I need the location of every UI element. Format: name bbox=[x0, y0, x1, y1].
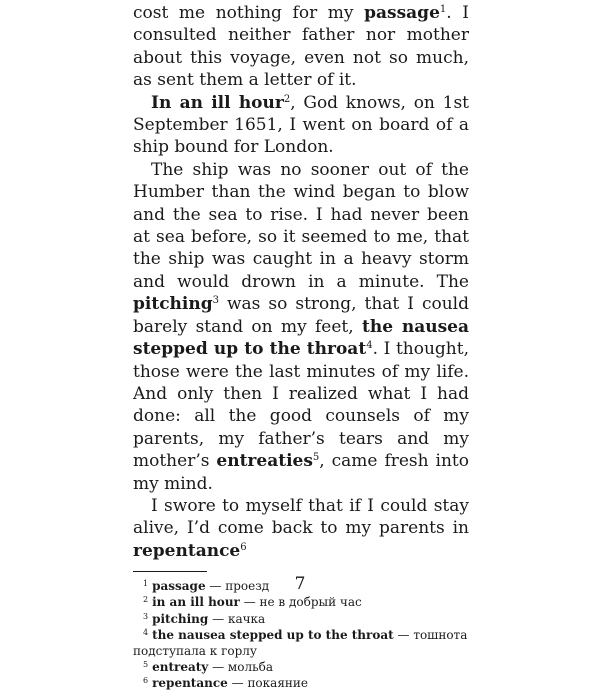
paragraph-1 bbox=[133, 2, 469, 92]
footnote-5 bbox=[133, 659, 469, 675]
footnote-ref-4: 4 bbox=[366, 340, 373, 352]
footnote-dash: — bbox=[227, 676, 248, 691]
footnote-number: 1 bbox=[143, 579, 149, 589]
footnote-dash: — bbox=[208, 660, 228, 675]
footnote-dash: — bbox=[208, 611, 228, 626]
footnote-term: the nausea stepped up to the throat bbox=[152, 627, 394, 642]
footnote-divider bbox=[133, 571, 207, 572]
footnote-number: 3 bbox=[143, 611, 149, 621]
footnote-dash: — bbox=[239, 595, 260, 610]
footnote-ref-6: 6 bbox=[240, 541, 247, 553]
footnote-6 bbox=[133, 675, 469, 691]
footnote-term: pitching bbox=[152, 611, 209, 626]
text-run: , came fresh into my mind. bbox=[133, 451, 469, 494]
glossed-term-pitching: pitching bbox=[133, 294, 213, 315]
text-run: was so strong, that I could barely stand on my feet, bbox=[133, 294, 469, 337]
footnote-term: repentance bbox=[152, 676, 228, 691]
footnote-term: passage bbox=[152, 579, 206, 594]
footnote-gloss: не в добрый час bbox=[259, 595, 362, 610]
footnote-4 bbox=[133, 627, 469, 659]
paragraph-2 bbox=[133, 92, 469, 159]
text-run: I swore to myself that if I could stay alive, I’d come back to my parents in bbox=[133, 495, 469, 539]
footnote-gloss: качка bbox=[227, 611, 266, 626]
footnote-ref-1: 1 bbox=[439, 4, 447, 15]
footnote-gloss: покаяние bbox=[247, 676, 308, 691]
footnote-number: 6 bbox=[143, 676, 149, 686]
footnote-gloss: проезд bbox=[225, 579, 270, 594]
paragraph-4 bbox=[133, 495, 469, 562]
glossed-term-ill-hour: In an ill hour bbox=[151, 92, 284, 113]
text-run: The ship was no sooner out of the Humber than the wind began to blow and the sea to rise. I had never been at sea before, so it seemed to me, that the ship was caught in a heavy storm and would drown in a minute. The bbox=[133, 159, 469, 292]
paragraph-3 bbox=[133, 159, 469, 495]
footnote-gloss: тошнота подступала к горлу bbox=[133, 627, 468, 658]
footnote-dash: — bbox=[205, 579, 226, 594]
footnote-gloss: мольба bbox=[227, 660, 273, 675]
text-run: . I thought, those were the last minutes of my life. And only then I realized what I had done: all the good counsels of my parents, my father’s tears and my mother’s bbox=[133, 339, 469, 472]
text-run: . I consulted neither father nor mother about this voyage, even not so much, as sent them a letter of it. bbox=[133, 3, 469, 91]
text-run: cost me nothing for my bbox=[133, 3, 365, 23]
text-run: , God knows, on 1st September 1651, I went on board of a ship bound for London. bbox=[133, 92, 469, 158]
footnote-ref-3: 3 bbox=[212, 295, 219, 307]
footnotes bbox=[133, 578, 469, 691]
glossed-term-passage: passage bbox=[364, 3, 440, 23]
footnote-number: 2 bbox=[143, 595, 149, 605]
footnote-ref-2: 2 bbox=[283, 93, 291, 105]
footnote-term: in an ill hour bbox=[152, 595, 240, 610]
glossed-term-repentance: repentance bbox=[133, 540, 241, 561]
page-number: 7 bbox=[294, 574, 306, 594]
footnote-number: 5 bbox=[143, 660, 149, 670]
footnote-dash: — bbox=[393, 627, 414, 642]
footnote-3 bbox=[133, 611, 469, 627]
footnote-term: entreaty bbox=[152, 660, 209, 675]
footnote-ref-5: 5 bbox=[312, 452, 320, 464]
glossed-term-entreaties: entreaties bbox=[216, 451, 313, 472]
glossed-term-nausea: the nausea stepped up to the throat bbox=[133, 316, 469, 360]
footnote-2 bbox=[133, 594, 469, 610]
footnote-number: 4 bbox=[143, 627, 149, 637]
